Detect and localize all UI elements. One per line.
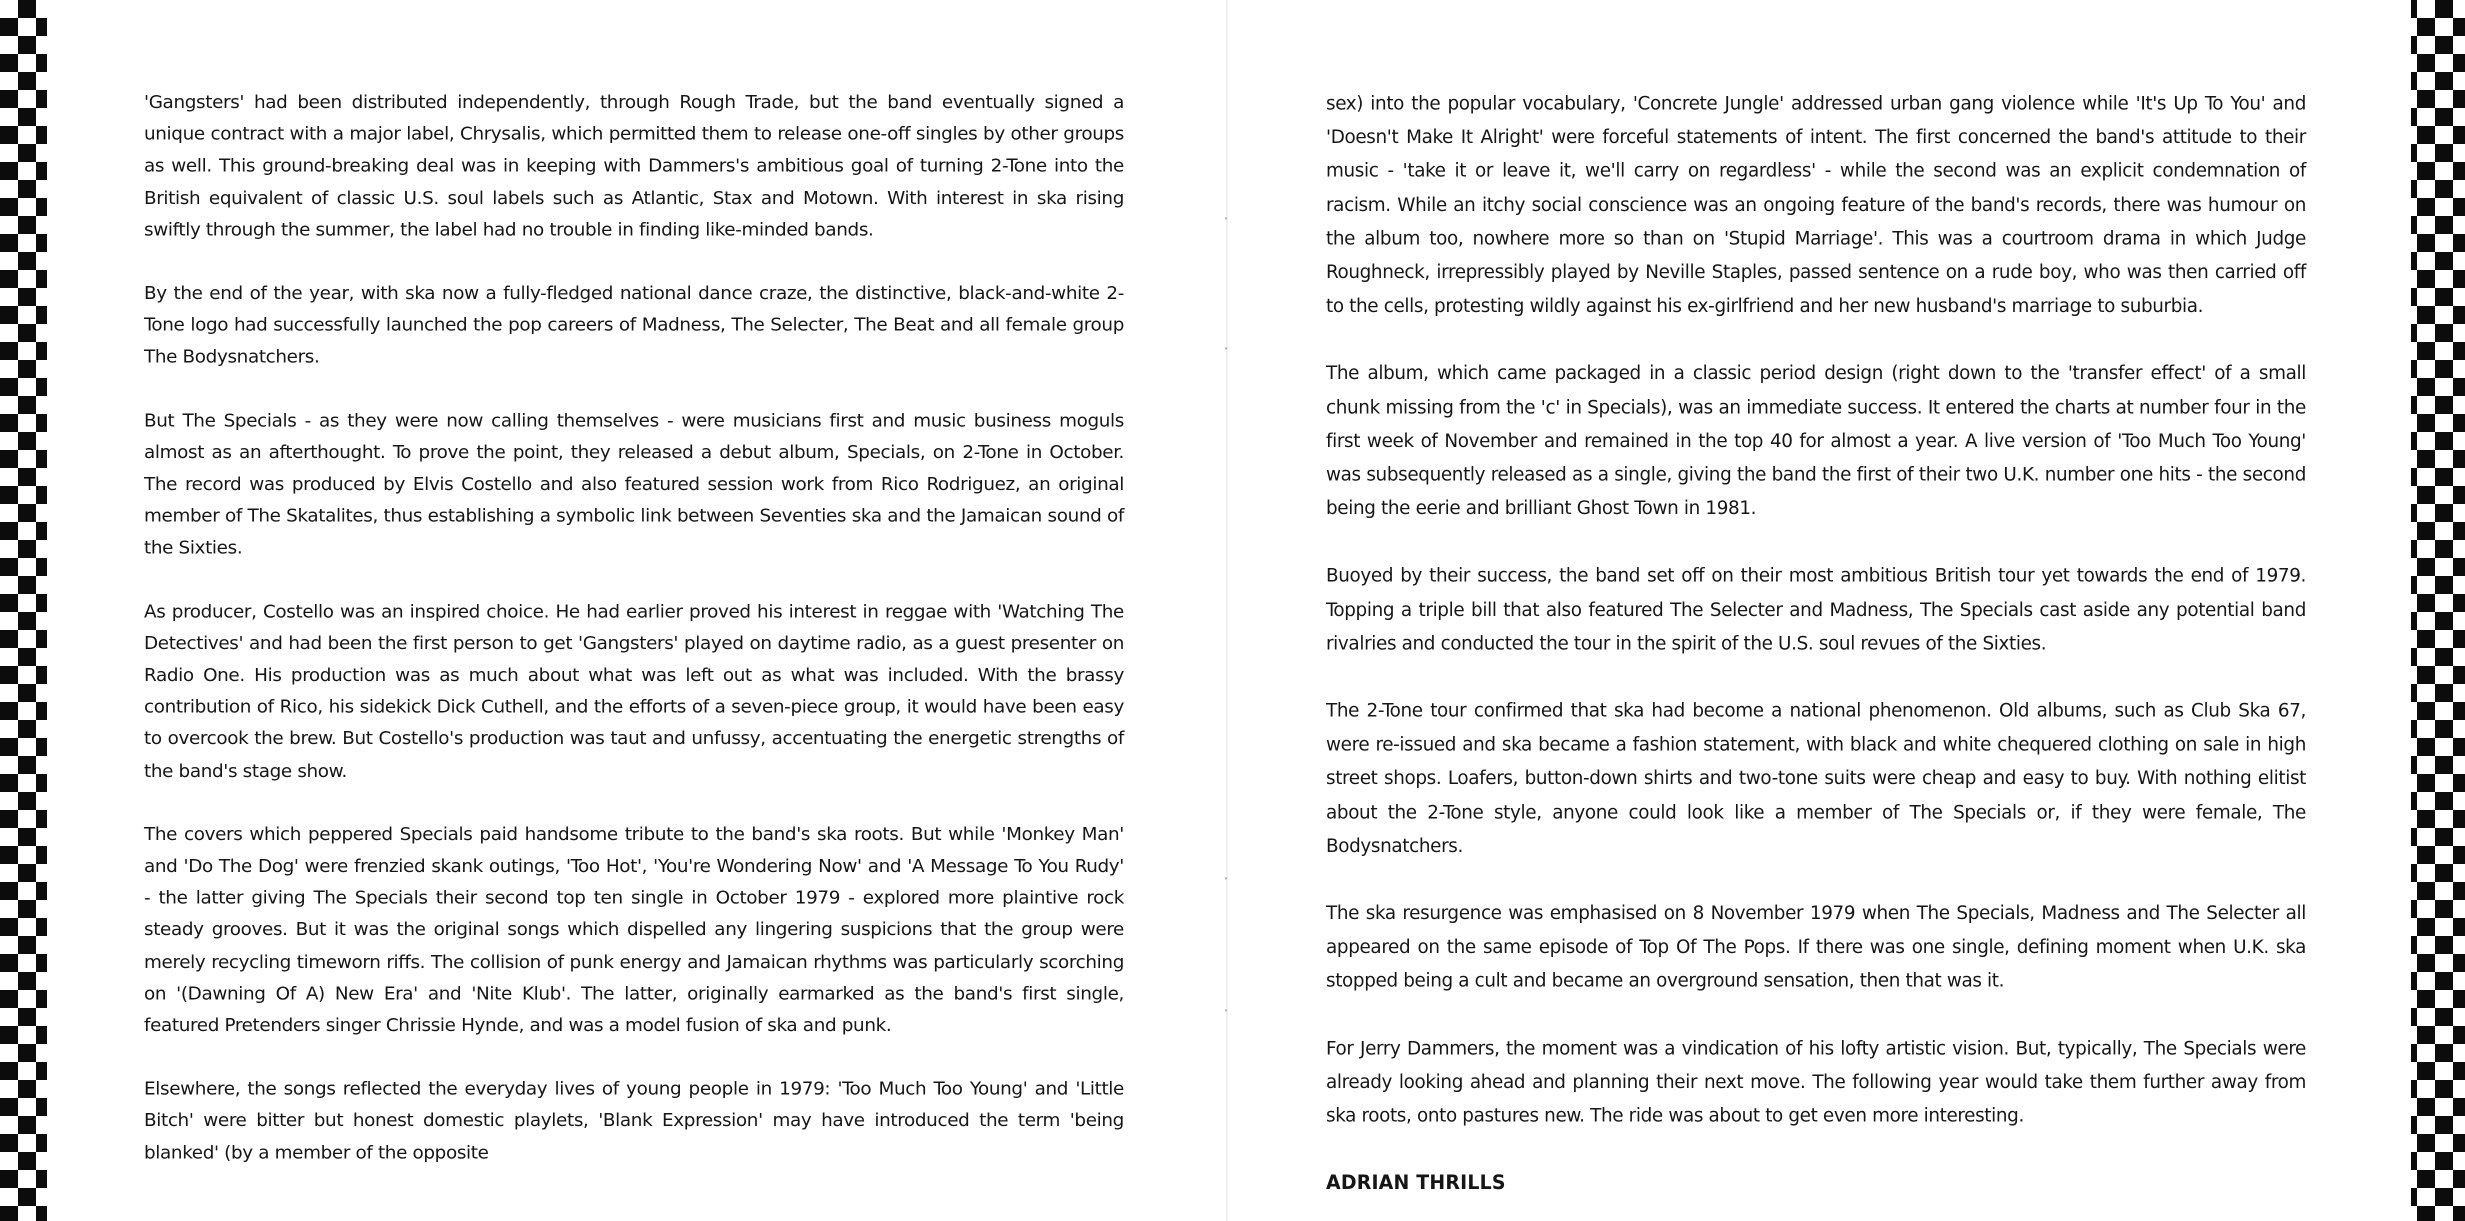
left-paragraph-3: But The Specials - as they were now calling themselves - were musicians first and music business moguls almost as an afterthought. To prove the point, they released a debut album, Specials, on 2-Tone in October. The record was produced by Elvis Costello and also featured session work from Rico Rodriguez, an original member of The Skatalites, thus establishing a symbolic link between Seventies ska and the Jamaican sound of the Sixties.	[144, 409, 1124, 559]
staple-mark: ˅	[1223, 347, 1229, 358]
staple-mark: ˅	[1223, 877, 1229, 888]
right-paragraph-4: The 2-Tone tour confirmed that ska had become a national phenomenon. Old albums, such as Club Ska 67, were re-issued and ska became a fashion statement, with black and white chequered clothing on sale in high street shops. Loafers, button-down shirts and two-tone suits were cheap and easy to buy. With nothing elitist about the 2-Tone style, anyone could look like a member of The Specials or, if they were female, The Bodysnatchers.	[1326, 699, 2306, 857]
left-paragraph-4: As producer, Costello was an inspired choice. He had earlier proved his interest in reggae with 'Watching The Detectives' and had been the first person to get 'Gangsters' played on daytime radio, as a guest presenter on Radio One. His production was as much about what was left out as what was included. With the brassy contribution of Rico, his sidekick Dick Cuthell, and the efforts of a seven-piece group, it would have been easy to overcook the brew. But Costello's production was taut and unfussy, accentuating the energetic strengths of the band's stage show.	[144, 600, 1124, 781]
right-paragraph-2: The album, which came packaged in a classic period design (right down to the 'transfer effect' of a small chunk missing from the 'c' in Specials), was an immediate success. It entered the charts at number four in the first week of November and remained in the top 40 for almost a year. A live version of 'Too Much Too Young' was subsequently released as a single, giving the band the first of their two U.K. number one hits - the second being the eerie and brilliant Ghost Town in 1981.	[1326, 361, 2306, 520]
checkerboard-border-left	[0, 0, 47, 1221]
right-page-column	[1326, 86, 2306, 1200]
author-signature: ADRIAN THRILLS	[1326, 1171, 1506, 1194]
right-paragraph-5: The ska resurgence was emphasised on 8 November 1979 when The Specials, Madness and The Selecter all appeared on the same episode of Top Of The Pops. If there was one single, defining moment when U.K. ska stopped being a cult and became an overground sensation, then that was it.	[1326, 901, 2306, 992]
right-paragraph-3: Buoyed by their success, the band set off on their most ambitious British tour yet towards the end of 1979. Topping a triple bill that also featured The Selecter and Madness, The Specials cast aside any potential band rivalries and conducted the tour in the spirit of the U.S. soul revues of the Sixties.	[1326, 564, 2306, 655]
staple-mark: ˅	[1223, 217, 1229, 228]
right-paragraph-6: For Jerry Dammers, the moment was a vindication of his lofty artistic vision. But, typically, The Specials were already looking ahead and planning their next move. The following year would take them further away from ska roots, onto pastures new. The ride was about to get even more interesting.	[1326, 1036, 2306, 1127]
left-page-column	[144, 86, 1124, 1200]
checkerboard-border-right	[2411, 0, 2465, 1221]
right-paragraph-1: sex) into the popular vocabulary, 'Concrete Jungle' addressed urban gang violence while 'It's Up To You' and 'Doesn't Make It Alright' were forceful statements of intent. The first concerned the band's attitude to their music - 'take it or leave it, we'll carry on regardless' - while the second was an explicit condemnation of racism. While an itchy social conscience was an ongoing feature of the band's records, there was humour on the album too, nowhere more so than on 'Stupid Marriage'. This was a courtroom drama in which Judge Roughneck, irrepressibly played by Neville Staples, passed sentence on a rude boy, who was then carried off to the cells, protesting wildly against his ex-girlfriend and her new husband's marriage to suburbia.	[1326, 91, 2306, 317]
left-paragraph-2: By the end of the year, with ska now a fully-fledged national dance craze, the distinctive, black-and-white 2-Tone logo had successfully launched the pop careers of Madness, The Selecter, The Beat and all female group The Bodysnatchers.	[144, 282, 1124, 368]
left-paragraph-1: 'Gangsters' had been distributed independently, through Rough Trade, but the band eventually signed a unique contract with a major label, Chrysalis, which permitted them to release one-off singles by other groups as well. This ground-breaking deal was in keeping with Dammers's ambitious goal of turning 2-Tone into the British equivalent of classic U.S. soul labels such as Atlantic, Stax and Motown. With interest in ska rising swiftly through the summer, the label had no trouble in finding like-minded bands.	[144, 91, 1124, 240]
page-fold	[1226, 0, 1228, 1221]
left-paragraph-5: The covers which peppered Specials paid handsome tribute to the band's ska roots. But while 'Monkey Man' and 'Do The Dog' were frenzied skank outings, 'Too Hot', 'You're Wondering Now' and 'A Message To You Rudy' - the latter giving The Specials their second top ten single in October 1979 - explored more plaintive rock steady grooves. But it was the original songs which dispelled any lingering suspicions that the group were merely recycling timeworn riffs. The collision of punk energy and Jamaican rhythms was particularly scorching on '(Dawning Of A) New Era' and 'Nite Klub'. The latter, originally earmarked as the band's first single, featured Pretenders singer Chrissie Hynde, and was a model fusion of ska and punk.	[144, 823, 1124, 1036]
staple-mark: ˅	[1223, 1009, 1229, 1020]
left-paragraph-6: Elsewhere, the songs reflected the everyday lives of young people in 1979: 'Too Much Too Young' and 'Little Bitch' were bitter but honest domestic playlets, 'Blank Expression' may have introduced the term 'being blanked' (by a member of the opposite	[144, 1078, 1124, 1163]
